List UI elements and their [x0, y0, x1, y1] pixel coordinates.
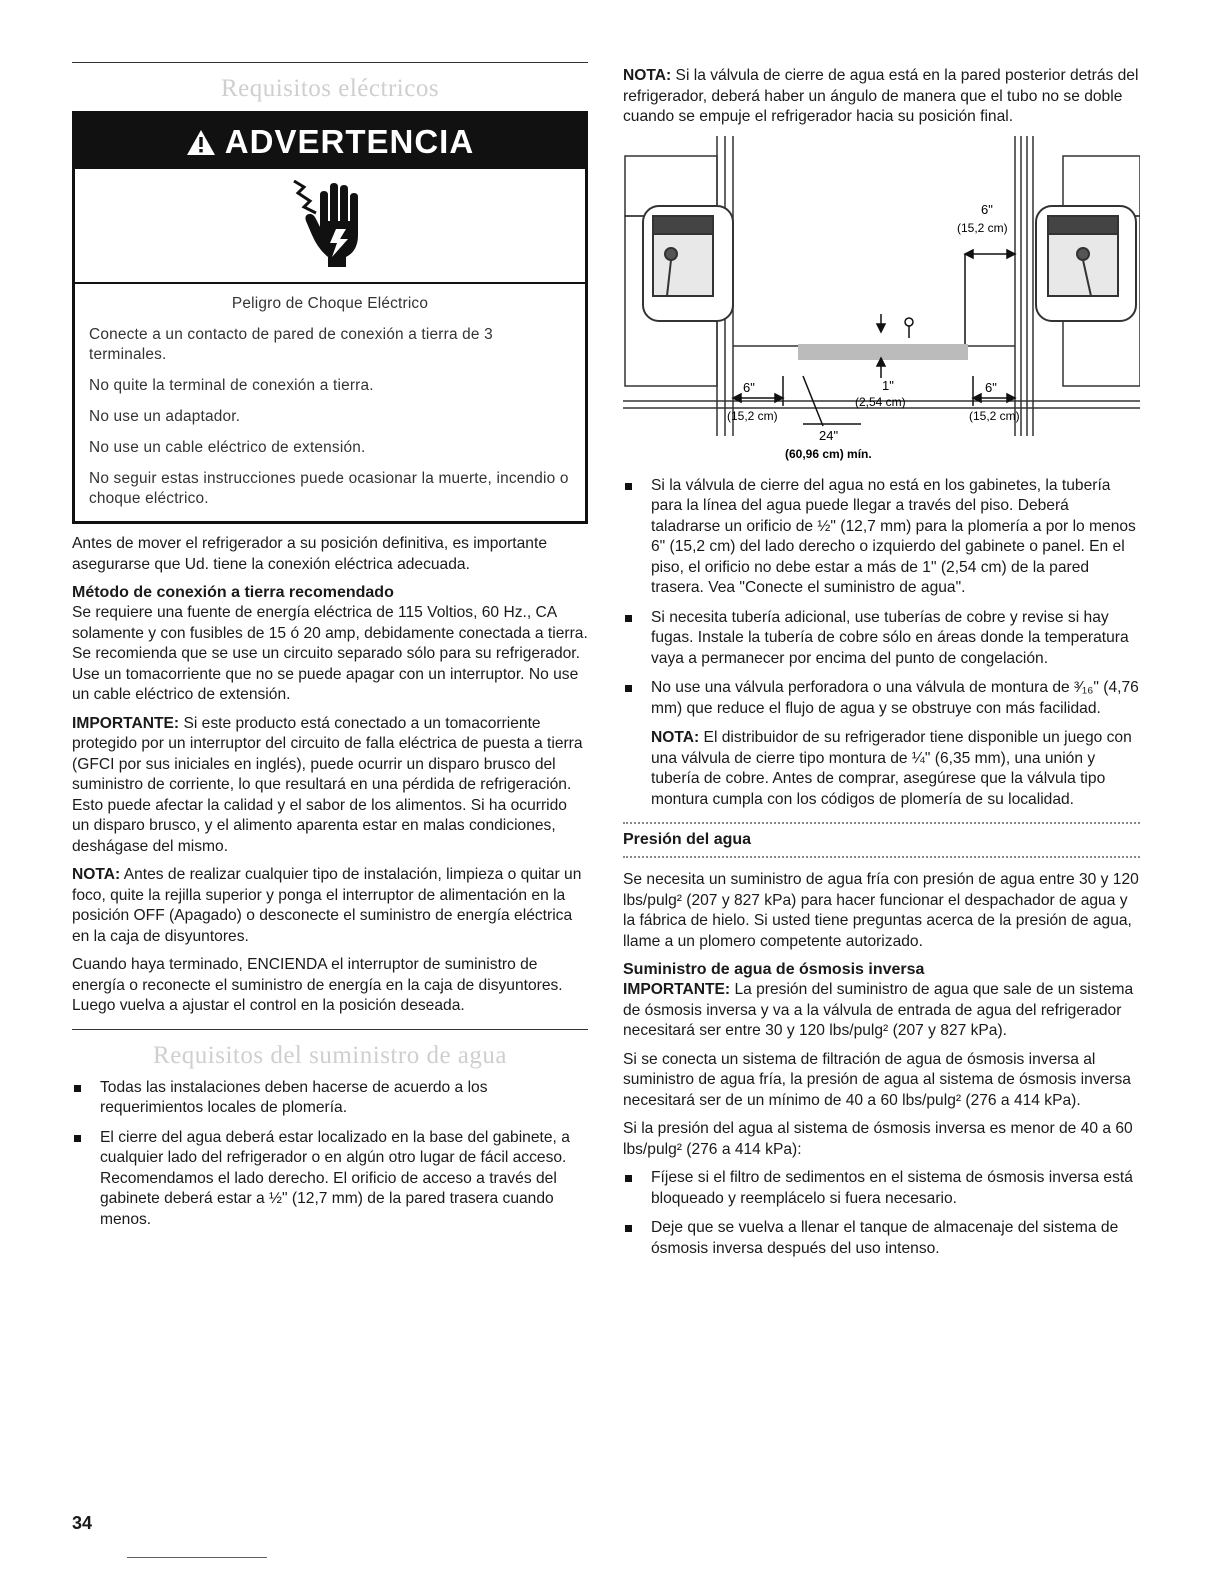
warning-box [72, 111, 588, 524]
dotted-divider [623, 856, 1140, 858]
bottom-dim-cm-label: (60,96 cm) mín. [785, 446, 872, 461]
list-item: El cierre del agua deberá estar localizado en la base del gabinete, a cualquier lado del refrigerador o en algún otro lugar de fácil acceso. Recomendamos el lado derecho. El orificio de acceso a través del gabinete deberá estar a ½" (12,7 mm) de la pared trasera cuando menos. [72, 1128, 588, 1231]
warning-line: Conecte a un contacto de pared de conexión a tierra de 3 terminales. [89, 326, 493, 363]
nota-top-text: Si la válvula de cierre de agua está en la pared posterior detrás del refrigerador, deberá haber un ángulo de manera que el tubo no se doble cuando se empuje el refrigerador hacia su posición final. [623, 67, 1139, 125]
list-item: Fíjese si el filtro de sedimentos en el sistema de ósmosis inversa está bloqueado y reemplácelo si fuera necesario. [623, 1168, 1140, 1209]
left-valve-box [643, 206, 733, 321]
grounding-text: Se requiere una fuente de energía eléctrica de 115 Voltios, 60 Hz., CA solamente y con fusibles de 15 ó 20 amp, debidamente conectada a tierra. Se recomienda que se use un circuito separado sólo para su refrigerador. Use un tomacorriente que no se puede apagar con un interruptor. No use un cable eléctrico de extensión. [72, 604, 588, 703]
water-section-title: Requisitos del suministro de agua [153, 1041, 507, 1069]
section-divider [72, 1029, 588, 1030]
nota-top-label: NOTA: [623, 67, 672, 84]
right-valve-box [1036, 206, 1136, 321]
list-item: Si necesita tubería adicional, use tuberías de cobre y revise si hay fugas. Instale la tubería de cobre sólo en áreas donde la temperatura vaya a permanecer por encima del punto de congelación. [623, 608, 1140, 670]
ro-bullets [623, 1168, 1140, 1259]
electric-shock-hand-icon [290, 177, 370, 274]
nota-top-paragraph [623, 66, 1140, 128]
warning-line: No use un adaptador. [89, 408, 241, 425]
list-item: Deje que se vuelva a llenar el tanque de almacenaje del sistema de ósmosis inversa después del uso intenso. [623, 1218, 1140, 1259]
warning-banner-text: ADVERTENCIA [224, 123, 475, 160]
warning-line: Peligro de Choque Eléctrico [231, 295, 429, 312]
list-item: Si la válvula de cierre del agua no está en los gabinetes, la tubería para la línea del agua puede llegar a través del piso. Deberá taladrarse un orificio de ½" (12,7 mm) para la plomería a por lo menos 6" (15,2 cm) del lado derecho o izquierdo del gabinete o panel. En el piso, el orificio no debe estar a más de 1" (2,54 cm) de la pared trasera. Vea "Conecte el suministro de agua". [623, 476, 1140, 599]
nota-paragraph [72, 865, 588, 947]
center-dim-cm-label: (2,54 cm) [855, 394, 906, 409]
pressure-text: Se necesita un suministro de agua fría con presión de agua entre 30 y 120 lbs/pulg² (207 y 827 kPa) para hacer funcionar el despachador de agua y la fábrica de hielo. Si usted tiene preguntas acerca de la presión de agua, llame a un plomero competente autorizado. [623, 871, 1139, 950]
right-column [623, 66, 1140, 1268]
center-dim-label: 1" [882, 377, 894, 393]
ro-heading: Suministro de agua de ósmosis inversa [623, 961, 925, 978]
important-text: Si este producto está conectado a un tomacorriente protegido por un interruptor del circuito de falla eléctrica de puesta a tierra (GFCI por sus iniciales en inglés), puede ocurrir un disparo brusco del suministro de corriente, lo que resultará en una pérdida de refrigeración. Esto puede afectar la calidad y el sabor de los alimentos. Si ha ocurrido un disparo brusco, y el alimento aparenta estar en malas condiciones, deshágase del mismo. [72, 714, 583, 855]
top-dim-cm-label: (15,2 cm) [957, 220, 1008, 235]
important-paragraph [72, 714, 588, 858]
ro-important-text: La presión del suministro de agua que sale de un sistema de ósmosis inversa y va a la válvula de entrada de agua del refrigerador necesitará ser entre 30 y 120 lbs/pulg² (207 y 827 kPa). [623, 981, 1134, 1039]
warning-line: No use un cable eléctrico de extensión. [89, 439, 366, 456]
nota2-text: El distribuidor de su refrigerador tiene disponible un juego con una válvula de cierre tipo montura de ¼" (6,35 mm), una unión y tubería de cobre. Antes de comprar, asegúrese que la válvula tipo montura cumpla con los códigos de plomería de su localidad. [651, 729, 1132, 808]
warning-line: No seguir estas instrucciones puede ocasionar la muerte, incendio o choque eléctrico. [89, 470, 569, 507]
installation-diagram [623, 136, 1140, 466]
electrical-intro: Antes de mover el refrigerador a su posición definitiva, es importante asegurarse que Ud. tiene la conexión eléctrica adecuada. [72, 535, 547, 573]
left-column [72, 62, 588, 1239]
pressure-heading: Presión del agua [623, 831, 752, 848]
left-dim-label: 6" [743, 379, 755, 395]
top-dimension [965, 250, 1015, 344]
important-label: IMPORTANTE: [72, 714, 180, 732]
top-dim-label: 6" [981, 201, 993, 217]
ro-text-2: Si la presión del agua al sistema de ósmosis inversa es menor de 40 a 60 lbs/pulg² (276 a 414 kPa): [623, 1120, 1133, 1158]
footer-line [127, 1557, 267, 1558]
dotted-divider [623, 822, 1140, 824]
nota2-paragraph [651, 728, 1140, 810]
section-divider [72, 62, 588, 63]
left-dim-cm-label: (15,2 cm) [727, 408, 778, 423]
ro-text-1: Si se conecta un sistema de filtración de agua de ósmosis inversa al suministro de agua fría, la presión de agua al sistema de ósmosis inversa necesitará ser de un mínimo de 40 a 60 lbs/pulg² (276 a 414 kPa). [623, 1050, 1131, 1109]
bottom-dim-label: 24" [819, 427, 839, 443]
water-bullets-right [623, 476, 1140, 720]
done-paragraph: Cuando haya terminado, ENCIENDA el interruptor de suministro de energía o reconecte el suministro de energía en la caja de disyuntores. Luego vuelva a ajustar el control en la posición deseada. [72, 956, 563, 1014]
ro-important-label: IMPORTANTE: [623, 981, 731, 998]
water-bullets-left [72, 1078, 588, 1231]
ro-important-paragraph [623, 980, 1140, 1042]
list-item: No use una válvula perforadora o una válvula de montura de ³⁄₁₆" (4,76 mm) que reduce el flujo de agua y se obstruye con más facilidad. [623, 678, 1140, 719]
list-item: Todas las instalaciones deben hacerse de acuerdo a los requerimientos locales de plomería. [72, 1078, 588, 1119]
right-dim-cm-label: (15,2 cm) [969, 408, 1020, 423]
warning-icon-area [75, 169, 585, 284]
warning-banner [75, 114, 585, 169]
right-dim-label: 6" [985, 379, 997, 395]
grounding-heading: Método de conexión a tierra recomendado [72, 584, 394, 601]
electrical-section-title: Requisitos eléctricos [220, 75, 440, 102]
page-number: 34 [72, 1513, 93, 1533]
nota-label: NOTA: [72, 866, 121, 883]
warning-line: No quite la terminal de conexión a tierra. [89, 377, 374, 394]
nota-text: Antes de realizar cualquier tipo de instalación, limpieza o quitar un foco, quite la rejilla superior y ponga el interruptor de alimentación en la posición OFF (Apagado) o desconecte el suministro de energía eléctrica en la caja de disyuntores. [72, 866, 582, 945]
nota2-label: NOTA: [651, 729, 700, 746]
warning-triangle-icon [186, 123, 225, 160]
warning-text [75, 284, 585, 521]
